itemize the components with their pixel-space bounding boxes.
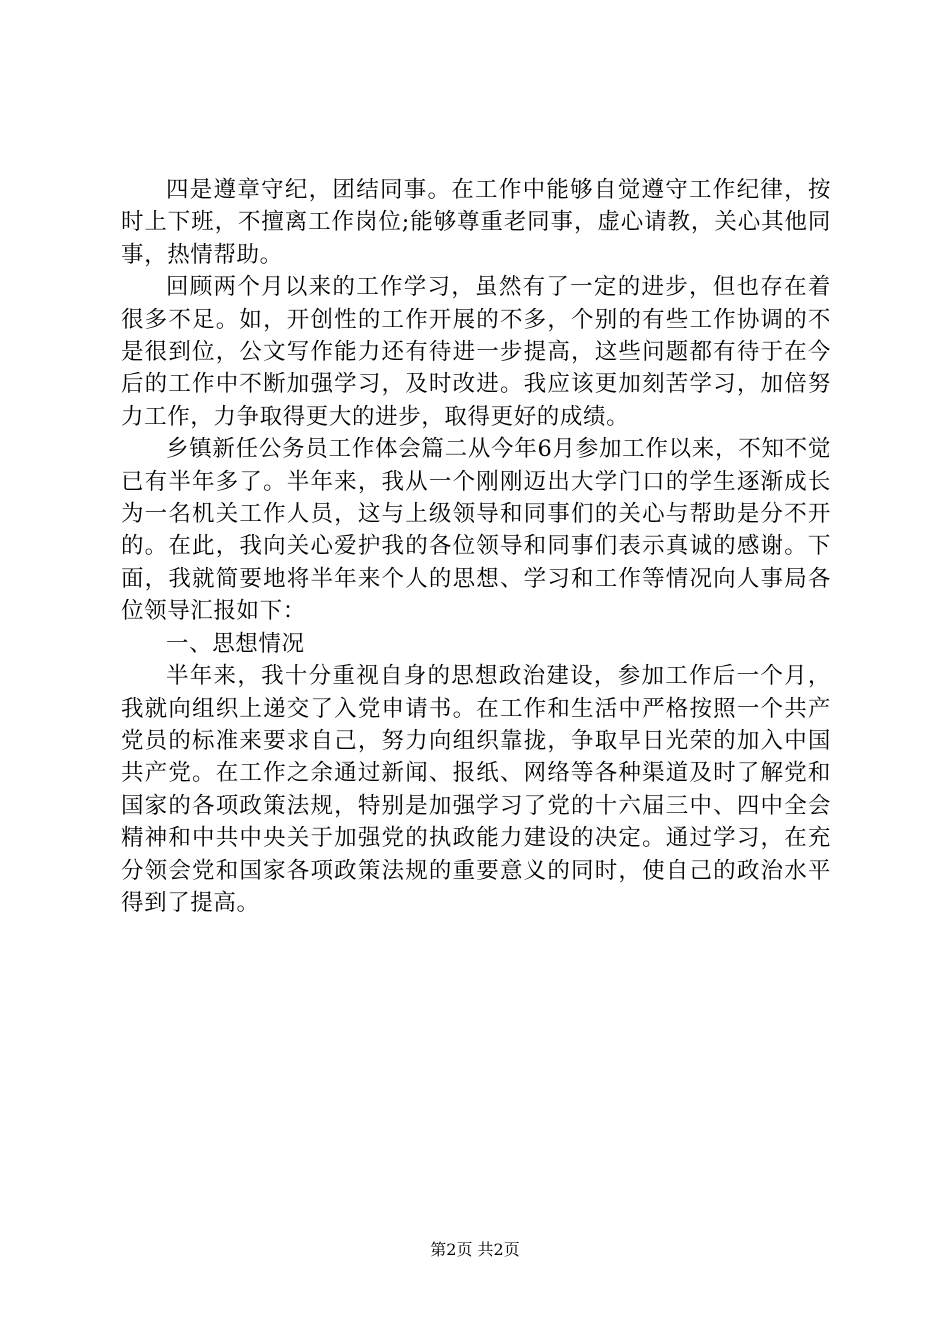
document-body [121, 174, 831, 919]
section-heading-thought: 一、思想情况 [166, 630, 305, 657]
paragraph-discipline: 四是遵章守纪，团结同事。在工作中能够自觉遵守工作纪律，按时上下班，不擅离工作岗位;能够尊重老同事，虚心请教，关心其他同事，热情帮助。 [121, 177, 831, 268]
paragraph-part-two-intro: 乡镇新任公务员工作体会篇二从今年6月参加工作以来，不知不觉已有半年多了。半年来，我从一个刚刚迈出大学门口的学生逐渐成长为一名机关工作人员，这与上级领导和同事们的关心与帮助是分不开的。在此，我向关心爱护我的各位领导和同事们表示真诚的感谢。下面，我就简要地将半年来个人的思想、学习和工作等情况向人事局各位领导汇报如下： [121, 436, 831, 625]
paragraph-thought: 半年来，我十分重视自身的思想政治建设，参加工作后一个月，我就向组织上递交了入党申请书。在工作和生活中严格按照一个共产党员的标准来要求自己，努力向组织靠拢，争取早日光荣的加入中国共产党。在工作之余通过新闻、报纸、网络等各种渠道及时了解党和国家的各项政策法规，特别是加强学习了党的十六届三中、四中全会精神和中共中央关于加强党的执政能力建设的决定。通过学习，在充分领会党和国家各项政策法规的重要意义的同时，使自己的政治水平得到了提高。 [121, 663, 831, 916]
paragraph-review: 回顾两个月以来的工作学习，虽然有了一定的进步，但也存在着很多不足。如，开创性的工作开展的不多，个别的有些工作协调的不是很到位，公文写作能力还有待进一步提高，这些问题都有待于在今后的工作中不断加强学习，及时改进。我应该更加刻苦学习，加倍努力工作，力争取得更大的进步，取得更好的成绩。 [121, 274, 831, 430]
page-footer: 第2页 共2页 [430, 1240, 520, 1259]
